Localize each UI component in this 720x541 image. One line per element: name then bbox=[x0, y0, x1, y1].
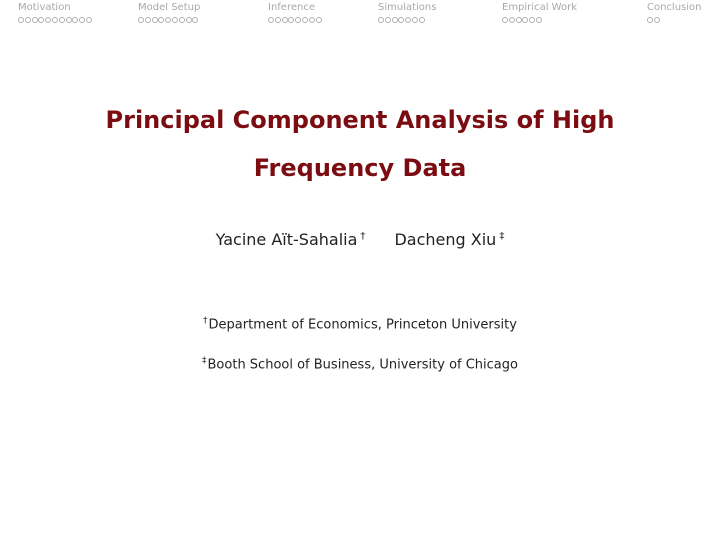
nav-dot[interactable] bbox=[502, 17, 508, 23]
nav-progress-dots bbox=[378, 17, 436, 25]
nav-progress-dots bbox=[268, 17, 322, 25]
nav-dot[interactable] bbox=[158, 17, 164, 23]
author-name: Yacine Aït-Sahalia bbox=[215, 230, 358, 249]
nav-dot[interactable] bbox=[38, 17, 44, 23]
affiliation-text: Booth School of Business, University of Chicago bbox=[207, 357, 518, 373]
author-mark: ‡ bbox=[499, 230, 505, 242]
nav-dot[interactable] bbox=[295, 17, 301, 23]
title-line-2: Frequency Data bbox=[253, 154, 467, 182]
nav-dot[interactable] bbox=[192, 17, 198, 23]
nav-dot[interactable] bbox=[86, 17, 92, 23]
nav-section-simulations[interactable] bbox=[378, 2, 436, 25]
nav-dot[interactable] bbox=[288, 17, 294, 23]
nav-dot[interactable] bbox=[419, 17, 425, 23]
nav-label[interactable]: Conclusion bbox=[647, 2, 702, 13]
nav-dot[interactable] bbox=[59, 17, 65, 23]
affiliation-text: Department of Economics, Princeton University bbox=[208, 317, 517, 333]
affiliation-1 bbox=[0, 316, 720, 332]
nav-dot[interactable] bbox=[138, 17, 144, 23]
nav-dot[interactable] bbox=[529, 17, 535, 23]
nav-dot[interactable] bbox=[309, 17, 315, 23]
nav-dot[interactable] bbox=[179, 17, 185, 23]
nav-dot[interactable] bbox=[79, 17, 85, 23]
nav-label[interactable]: Simulations bbox=[378, 2, 437, 13]
nav-dot[interactable] bbox=[268, 17, 274, 23]
nav-progress-dots bbox=[18, 17, 93, 25]
nav-dot[interactable] bbox=[45, 17, 51, 23]
nav-section-model-setup[interactable] bbox=[138, 2, 200, 25]
nav-dot[interactable] bbox=[316, 17, 322, 23]
author-1 bbox=[216, 230, 366, 249]
nav-section-inference[interactable] bbox=[268, 2, 322, 25]
nav-dot[interactable] bbox=[509, 17, 515, 23]
nav-dot[interactable] bbox=[145, 17, 151, 23]
nav-dot[interactable] bbox=[392, 17, 398, 23]
author-mark: † bbox=[360, 230, 366, 242]
author-list bbox=[0, 230, 720, 249]
nav-dot[interactable] bbox=[186, 17, 192, 23]
nav-dot[interactable] bbox=[275, 17, 281, 23]
nav-dot[interactable] bbox=[522, 17, 528, 23]
nav-dot[interactable] bbox=[516, 17, 522, 23]
nav-dot[interactable] bbox=[32, 17, 38, 23]
nav-dot[interactable] bbox=[302, 17, 308, 23]
nav-dot[interactable] bbox=[172, 17, 178, 23]
affiliation-mark: ‡ bbox=[202, 356, 207, 366]
presentation-title bbox=[0, 96, 720, 192]
nav-dot[interactable] bbox=[378, 17, 384, 23]
nav-label[interactable]: Inference bbox=[268, 2, 315, 13]
title-line-1: Principal Component Analysis of High bbox=[105, 106, 615, 134]
nav-dot[interactable] bbox=[536, 17, 542, 23]
nav-dot[interactable] bbox=[654, 17, 660, 23]
nav-label[interactable]: Motivation bbox=[18, 2, 71, 13]
nav-dot[interactable] bbox=[165, 17, 171, 23]
nav-label[interactable]: Model Setup bbox=[138, 2, 201, 13]
affiliation-2 bbox=[0, 356, 720, 372]
nav-dot[interactable] bbox=[405, 17, 411, 23]
nav-dot[interactable] bbox=[72, 17, 78, 23]
nav-dot[interactable] bbox=[385, 17, 391, 23]
nav-section-motivation[interactable] bbox=[18, 2, 93, 25]
nav-dot[interactable] bbox=[412, 17, 418, 23]
nav-dot[interactable] bbox=[18, 17, 24, 23]
nav-dot[interactable] bbox=[52, 17, 58, 23]
nav-section-empirical-work[interactable] bbox=[502, 2, 577, 25]
nav-progress-dots bbox=[502, 17, 577, 25]
nav-dot[interactable] bbox=[647, 17, 653, 23]
nav-section-conclusion[interactable] bbox=[647, 2, 702, 25]
nav-progress-dots bbox=[138, 17, 200, 25]
nav-dot[interactable] bbox=[282, 17, 288, 23]
section-navigation bbox=[0, 0, 720, 30]
nav-dot[interactable] bbox=[25, 17, 31, 23]
nav-label[interactable]: Empirical Work bbox=[502, 2, 577, 13]
nav-dot[interactable] bbox=[398, 17, 404, 23]
author-2 bbox=[394, 230, 504, 249]
nav-progress-dots bbox=[647, 17, 702, 25]
nav-dot[interactable] bbox=[66, 17, 72, 23]
nav-dot[interactable] bbox=[152, 17, 158, 23]
affiliation-mark: † bbox=[203, 316, 208, 326]
author-name: Dacheng Xiu bbox=[394, 230, 497, 249]
